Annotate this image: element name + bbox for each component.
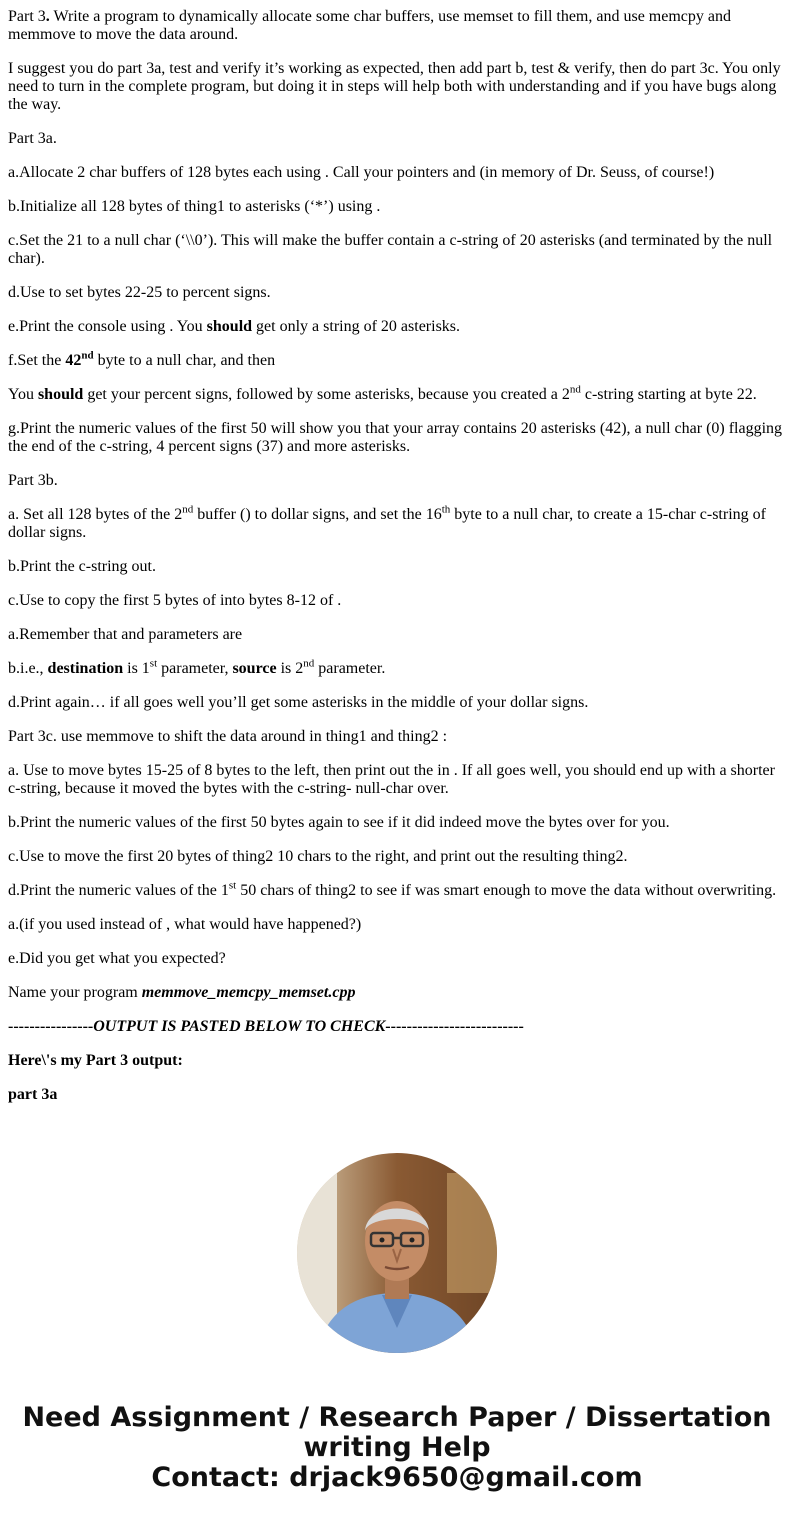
step-3b-a: a. Set all 128 bytes of the 2nd buffer () to dollar signs, and set the 16th byte to a null char, to create a 15-char c-string of dollar signs. (8, 503, 766, 541)
author-photo (297, 1153, 497, 1353)
step-3c-d: d.Print the numeric values of the 1st 50 chars of thing2 to see if was smart enough to move the data without overwriting. (8, 879, 777, 899)
step-3a-a: a.Allocate 2 char buffers of 128 bytes each using . Call your pointers and (in memory of Dr. Seuss, of course!) (8, 164, 715, 181)
output-part-3a-label: part 3a (8, 1086, 58, 1103)
step-3b-ie: b.i.e., destination is 1st parameter, source is 2nd parameter. (8, 657, 386, 677)
step-3a-g: g.Print the numeric values of the first 50 will show you that your array contains 20 asterisks (42), a null char (0) flagging the end of the c-string, 4 percent signs (37) and more asterisks. (8, 420, 783, 455)
part-3b-heading: Part 3b. (8, 472, 58, 489)
step-3c-e: e.Did you get what you expected? (8, 950, 226, 967)
step-3a-d: d.Use to set bytes 22-25 to percent signs. (8, 284, 271, 301)
step-3c-c: c.Use to move the first 20 bytes of thing2 10 chars to the right, and print out the resulting thing2. (8, 848, 628, 865)
intro-paragraph: Part 3. Write a program to dynamically allocate some char buffers, use memset to fill them, and use memcpy and memmove to move the data around. (8, 8, 731, 43)
suggestion-paragraph: I suggest you do part 3a, test and verify it’s working as expected, then add part b, test & verify, then do part 3c. You only need to turn in the complete program, but doing it in steps will help both with understanding and if you have bugs along the way. (8, 60, 781, 113)
step-3a-c: c.Set the 21 to a null char (‘\\0’). This will make the buffer contain a c-string of 20 asterisks (and terminated by the null char). (8, 232, 773, 267)
promo-line-1: Need Assignment / Research Paper / Dissertation (22, 1402, 772, 1433)
step-3c-b: b.Print the numeric values of the first 50 bytes again to see if it did indeed move the bytes over for you. (8, 814, 670, 831)
promo-contact: Contact: drjack9650@gmail.com (151, 1462, 643, 1493)
step-3b-d: d.Print again… if all goes well you’ll get some asterisks in the middle of your dollar signs. (8, 694, 589, 711)
step-3c-a: a. Use to move bytes 15-25 of 8 bytes to the left, then print out the in . If all goes well, you should end up with a shorter c-string, because it moved the bytes with the c-string- null-char over. (8, 762, 775, 797)
part-3c-heading: Part 3c. use memmove to shift the data around in thing1 and thing2 : (8, 728, 448, 745)
step-3a-f: f.Set the 42nd byte to a null char, and then (8, 349, 276, 369)
part-3a-heading: Part 3a. (8, 130, 57, 147)
step-3b-remember: a.Remember that and parameters are (8, 626, 243, 643)
promo-text (0, 1403, 794, 1493)
document-body (8, 0, 786, 1123)
program-name-line: Name your program memmove_memcpy_memset.cpp (8, 984, 356, 1001)
promo-footer (0, 1123, 794, 1523)
step-3a-e: e.Print the console using . You should get only a string of 20 asterisks. (8, 318, 461, 335)
output-intro: Here\'s my Part 3 output: (8, 1052, 183, 1069)
output-separator: ----------------OUTPUT IS PASTED BELOW TO CHECK-------------------------- (8, 1018, 524, 1035)
promo-line-2: writing Help (303, 1432, 491, 1463)
step-3a-b: b.Initialize all 128 bytes of thing1 to asterisks (‘*’) using . (8, 198, 381, 215)
step-3b-c: c.Use to copy the first 5 bytes of into bytes 8-12 of . (8, 592, 342, 609)
step-3a-you-should: You should get your percent signs, followed by some asterisks, because you created a 2nd c-string starting at byte 22. (8, 383, 757, 403)
author-photo-illustration (297, 1153, 497, 1353)
step-3b-b: b.Print the c-string out. (8, 558, 156, 575)
program-filename: memmove_memcpy_memset.cpp (141, 984, 356, 1001)
step-3c-question: a.(if you used instead of , what would have happened?) (8, 916, 362, 933)
